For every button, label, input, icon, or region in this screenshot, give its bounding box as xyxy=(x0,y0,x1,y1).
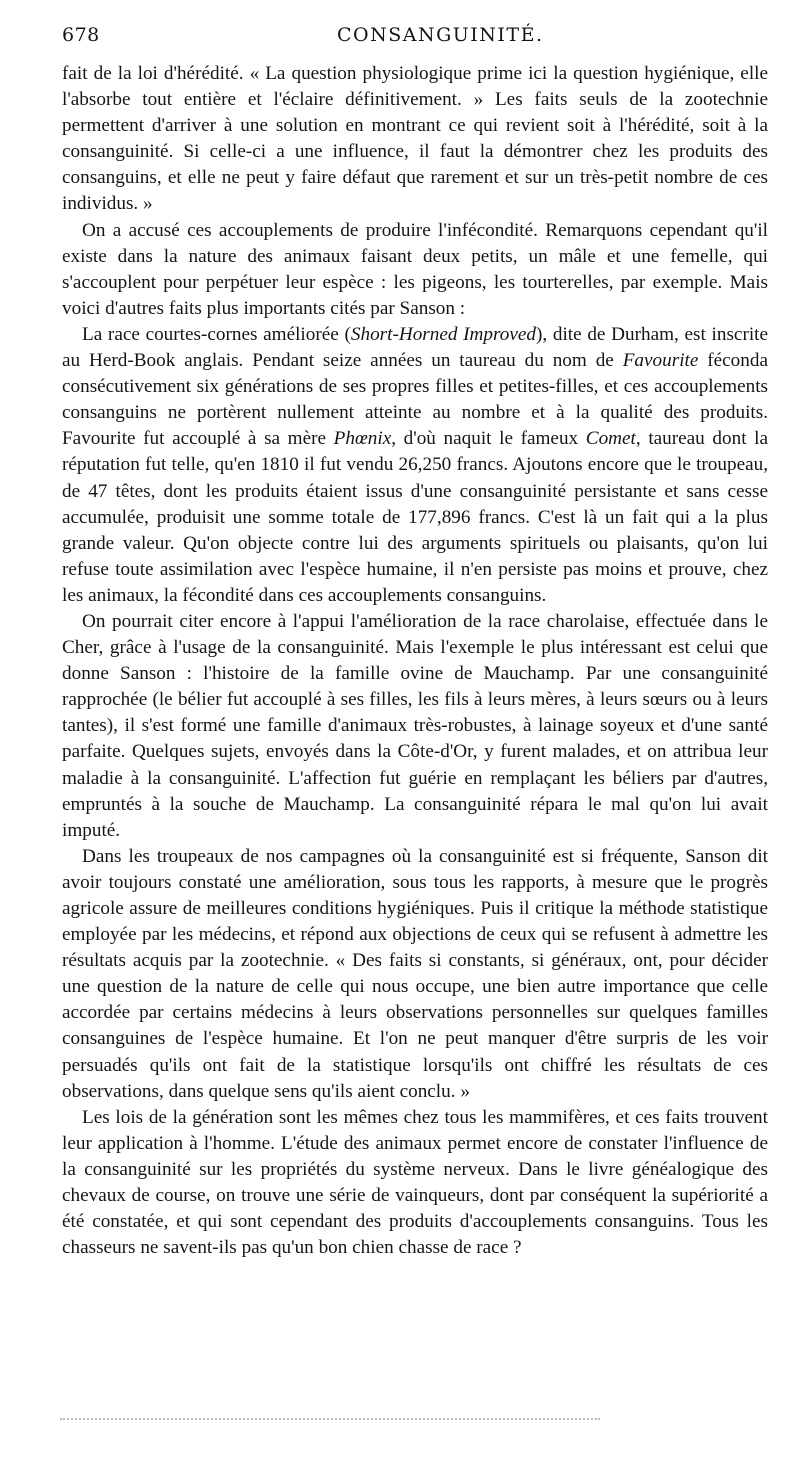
footer-divider xyxy=(60,1418,600,1426)
paragraph-3 xyxy=(62,322,768,609)
page-body xyxy=(62,61,768,1261)
paragraph-text: ), dite de Durham, est inscrite au Herd-Book anglais. Pendant seize années un taureau du nom de xyxy=(62,323,769,372)
paragraph-1 xyxy=(62,61,768,218)
paragraph-4 xyxy=(62,609,768,844)
paragraph-text: La race courtes-cornes améliorée ( xyxy=(82,323,351,345)
paragraph-6 xyxy=(62,1105,768,1262)
italic-name-phoenix: Phœnix xyxy=(333,428,392,450)
paragraph-text: féconda consécutivement six générations de ses propres filles et petites-filles, et ces accouplements consanguins ne portèrent nullement atteinte au nombre et à la qualité des produits. Favourite fut accouplé à sa mère xyxy=(62,350,768,450)
italic-name-comet: Comet xyxy=(585,428,636,450)
paragraph-text: , taureau dont la réputation fut telle, qu'en 1810 il fut vendu 26,250 francs. Ajoutons encore que le troupeau, de 47 têtes, dont les produits étaient issus d'une consanguinité persistante et sans cesse accumulée, produisit une somme totale de 177,896 francs. C'est là un fait qui a la plus grande valeur. Qu'on objecte contre lui des arguments spirituels ou plaisants, qu'on lui refuse toute assimilation avec l'espèce humaine, il n'en persiste pas moins et prouve, chez les animaux, la fécondité dans ces accouplements consanguins. xyxy=(62,428,768,606)
paragraph-text: fait de la loi d'hérédité. « La question physiologique prime ici la question hygiénique, elle l'absorbe tout entière et l'éclaire définitivement. » Les faits seuls de la zootechnie permettent d'arriver à une solution en montrant ce qui revient soit à l'hérédité, soit à la consanguinité. Si celle-ci a une influence, il faut la démontrer chez les produits des consanguins, et elle ne peut y faire défaut que rarement et sur un très-petit nombre de ces individus. » xyxy=(62,63,768,215)
page-header xyxy=(62,24,772,54)
paragraph-text: On a accusé ces accouplements de produire l'infécondité. Remarquons cependant qu'il existe dans la nature des animaux faisant deux petits, un mâle et une femelle, qui s'accouplent pour perpétuer leur espèce : les pigeons, les tourterelles, par exemple. Mais voici d'autres faits plus importants cités par Sanson : xyxy=(62,219,768,319)
paragraph-5 xyxy=(62,844,768,1105)
paragraph-text: Dans les troupeaux de nos campagnes où la consanguinité est si fréquente, Sanson dit avoir toujours constaté une amélioration, sous tous les rapports, à mesure que le progrès agricole assure de meilleures conditions hygiéniques. Puis il critique la méthode statistique employée par les médecins, et répond aux objections de ceux qui se refusent à admettre les résultats acquis par la zootechnie. « Des faits si constants, si généraux, ont, pour décider une question de la nature de celle qui nous occupe, une bien autre importance que celle accordée par certains médecins à leurs observations personnelles sur quelques familles consanguines de l'espèce humaine. Et l'on ne peut manquer d'être surpris de les voir persuadés qu'ils ont fait de la statistique lorsqu'ils ont chiffré les résultats de ces observations, dans quelque sens qu'ils aient conclu. » xyxy=(62,845,768,1102)
italic-term-short-horned: Short-Horned Improved xyxy=(350,323,536,345)
italic-name-favourite: Favourite xyxy=(622,350,699,372)
paragraph-text: On pourrait citer encore à l'appui l'amélioration de la race charolaise, effectuée dans le Cher, grâce à l'usage de la consanguinité. Mais l'exemple le plus intéressant est celui que donne Sanson : l'histoire de la famille ovine de Mauchamp. Par une consanguinité rapprochée (le bélier fut accouplé à ses filles, les fils à leurs mères, à leurs sœurs ou à leurs tantes), il s'est formé une famille d'animaux très-robustes, à lainage soyeux et d'une santé parfaite. Quelques sujets, envoyés dans la Côte-d'Or, y furent malades, et on attribua leur maladie à la consanguinité. L'affection fut guérie en remplaçant les béliers par d'autres, empruntés à la souche de Mauchamp. La consanguinité répara le mal qu'on lui avait imputé. xyxy=(62,610,768,841)
paragraph-text: , d'où naquit le fameux xyxy=(391,428,586,450)
running-head: CONSANGUINITÉ. xyxy=(337,24,544,46)
paragraph-text: Les lois de la génération sont les mêmes chez tous les mammifères, et ces faits trouvent leur application à l'homme. L'étude des animaux permet encore de constater l'influence de la consanguinité sur les propriétés du système nerveux. Dans le livre généalogique des chevaux de course, on trouve une série de vainqueurs, dont par conséquent la supériorité a été constatée, et qui sont cependant des produits d'accouplements consanguins. Tous les chasseurs ne savent-ils pas qu'un bon chien chasse de race ? xyxy=(62,1106,768,1259)
paragraph-2 xyxy=(62,218,768,322)
page-number: 678 xyxy=(62,24,100,46)
